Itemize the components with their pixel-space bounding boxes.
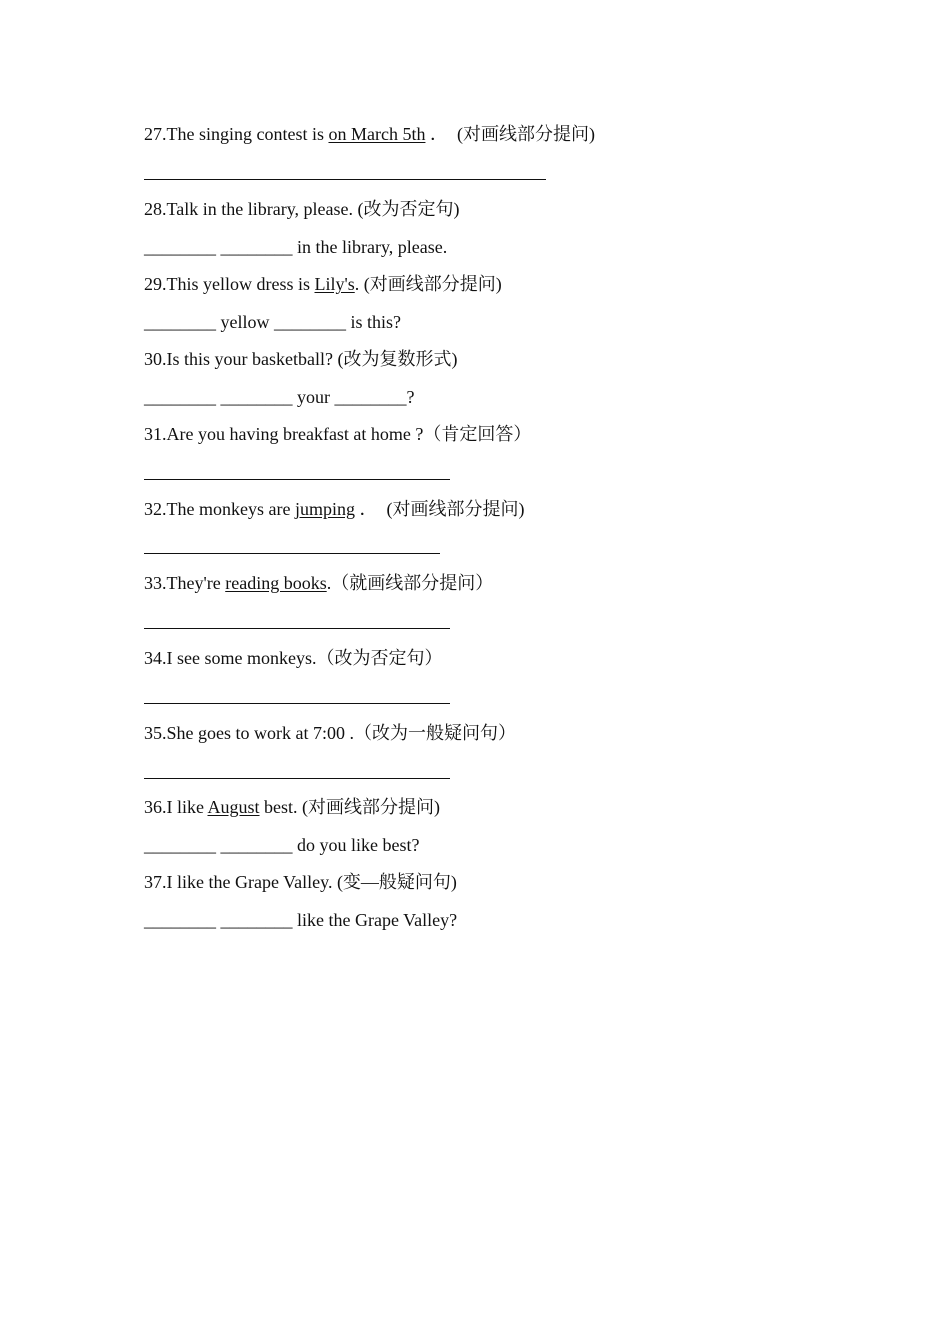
question-34: 34.I see some monkeys.（改为否定句） — [144, 648, 443, 668]
underlined-phrase: jumping — [294, 499, 355, 519]
answer-36[interactable]: ________ ________ do you like best? — [144, 835, 420, 855]
answer-30[interactable]: ________ ________ your ________? — [144, 387, 415, 407]
underlined-phrase: on March 5th — [328, 124, 426, 144]
question-28: 28.Talk in the library, please. (改为否定句) — [144, 199, 460, 219]
question-35: 35.She goes to work at 7:00 .（改为一般疑问句） — [144, 723, 516, 743]
question-33: 33.They're reading books.（就画线部分提问） — [144, 573, 494, 593]
answer-line-27[interactable] — [144, 179, 546, 180]
answer-line-31[interactable] — [144, 479, 450, 480]
question-32: 32.The monkeys are jumping ． (对画线部分提问) — [144, 499, 525, 519]
question-37: 37.I like the Grape Valley. (变—般疑问句) — [144, 872, 457, 892]
underlined-phrase: August — [207, 797, 260, 817]
question-36: 36.I like August best. (对画线部分提问) — [144, 797, 440, 817]
answer-29[interactable]: ________ yellow ________ is this? — [144, 312, 401, 332]
answer-line-35[interactable] — [144, 778, 450, 779]
question-29: 29.This yellow dress is Lily's. (对画线部分提问) — [144, 274, 502, 294]
question-31: 31.Are you having breakfast at home ?（肯定回答） — [144, 424, 532, 444]
question-27: 27.The singing contest is on March 5th ． (对画线部分提问) — [144, 124, 595, 144]
answer-28[interactable]: ________ ________ in the library, please. — [144, 237, 448, 257]
question-30: 30.Is this your basketball? (改为复数形式) — [144, 349, 458, 369]
underlined-phrase: reading books — [225, 573, 327, 593]
answer-line-32[interactable] — [144, 553, 440, 554]
answer-37[interactable]: ________ ________ like the Grape Valley? — [144, 910, 458, 930]
answer-line-33[interactable] — [144, 628, 450, 629]
underlined-phrase: Lily's — [314, 274, 355, 294]
answer-line-34[interactable] — [144, 703, 450, 704]
